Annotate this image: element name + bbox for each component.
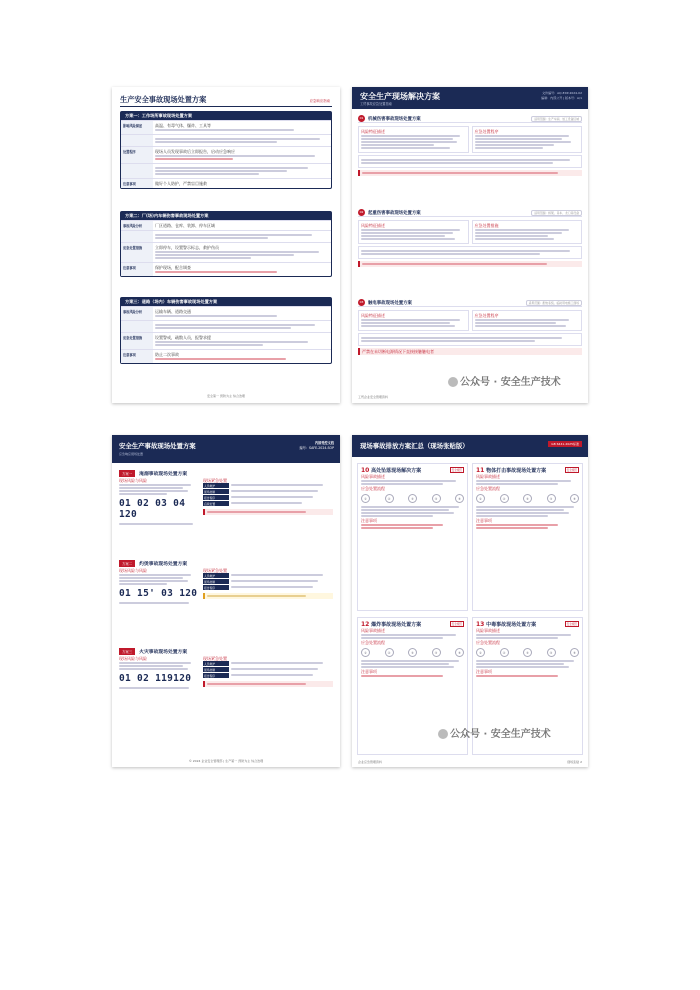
box-heading: 应急处置措施 xyxy=(474,223,499,228)
plan-card-header: 方案二：厂(场)内车辆伤害事故现场处置方案 xyxy=(121,212,331,220)
plan-fire: 方案三 火灾事故现场处置方案 现场风险与风险 01 02 119120 现场紧急处置 人员救护 现场控制 报告程序 xyxy=(119,647,333,690)
plan-number: 方案一 xyxy=(119,470,135,477)
page-2-subtitle: 工贸事故应急处置指南 xyxy=(360,102,392,106)
section-title: 起重伤害事故现场处置方案 xyxy=(368,210,421,216)
plan-card-header: 方案一：工作场所事故现场处置方案 xyxy=(121,112,331,120)
summary-card-10: 10 高处坠落现场解决方案 安全规范 风险事故描述 应急处置流程 ① ② ③ ④ ⑤ 注意事项 xyxy=(357,463,468,611)
emergency-number: 01 15' 03 120 xyxy=(119,588,198,599)
row-value: 保护现场，配合调查 xyxy=(155,265,191,270)
box-heading: 风险特征描述 xyxy=(361,313,385,318)
row-key: 应急处置措施 xyxy=(121,333,153,349)
page-1-title: 生产安全事故现场处置方案 xyxy=(120,95,207,104)
row-value: 立即停车，设置警示标志，救护伤员 xyxy=(155,245,219,250)
section-tag: 适用范围：配电系统、临时用电施工现场 xyxy=(526,300,582,306)
watermark: 公众号 · 安全生产技术 xyxy=(438,725,551,740)
section-number: 01 xyxy=(359,116,364,120)
page-4-header xyxy=(352,435,588,457)
process-flow: ① ② ③ ④ ⑤ xyxy=(361,494,464,503)
warning-text: 严禁在未切断电源情况下直接接触触电者 xyxy=(362,349,434,354)
title-underline xyxy=(120,106,332,107)
plan-card-header: 方案三：道路（场内）车辆伤害事故现场处置方案 xyxy=(121,298,331,306)
row-key: 注意事项 xyxy=(121,350,153,363)
page-3-meta: 内部受控文档 编号：SAFE-2024-SOP xyxy=(299,441,334,450)
process-flow: ① ② ③ ④ ⑤ xyxy=(476,648,579,657)
page-3-header xyxy=(112,435,340,463)
plan-drowning: 方案一 淹溺事故现场处置方案 现场风险与风险 01 02 03 04 120 现场紧急处置 人员救护 现场控制 报告程序 后续处置 xyxy=(119,469,333,526)
page-2-header xyxy=(352,87,588,109)
card-title: 中毒事故现场处置方案 xyxy=(486,622,537,628)
plan-number: 方案二 xyxy=(119,560,135,567)
plan-card-2 xyxy=(120,211,332,277)
section-number: 03 xyxy=(359,300,364,304)
section-lifting xyxy=(358,209,582,267)
page-1-footer: 安全第一 预防为主 综合治理 xyxy=(207,394,245,398)
card-title: 爆炸事故现场处置方案 xyxy=(371,622,422,628)
watermark: 公众号 · 安全生产技术 xyxy=(448,373,561,388)
page-3-footer: © 2024 企业安全管理部 | 生产第一 预防为主 综合治理 xyxy=(188,759,264,763)
page-1 xyxy=(112,87,340,403)
page-4-title: 现场事故排放方案汇总（现场张贴版） xyxy=(360,442,469,450)
plan-card-1 xyxy=(120,111,332,189)
box-heading: 风险特征描述 xyxy=(361,129,385,134)
card-tag: 安全规范 xyxy=(566,623,577,626)
standard-badge: GB 6441-2025标准 xyxy=(548,441,582,447)
page-1-tag: 应急响应指南 xyxy=(309,99,330,103)
row-value: 现场人员发现事故后立即报告，启动应急响应 xyxy=(155,149,235,154)
plan-title: 灼烫事故现场处置方案 xyxy=(139,562,188,567)
plan-title: 火灾事故现场处置方案 xyxy=(139,650,188,655)
page-3-title: 安全生产事故现场处置方案 xyxy=(119,442,196,450)
page-2-footer: 工贸企业安全管理资料 xyxy=(358,395,389,399)
plan-number: 方案三 xyxy=(119,648,135,655)
row-value: 厂区道路、仓库、装卸、停车区域 xyxy=(155,223,215,228)
col-heading: 现场风险与风险 xyxy=(119,656,147,661)
row-key: 影响风险描述 xyxy=(121,121,153,134)
card-title: 物体打击事故现场处置方案 xyxy=(486,468,547,474)
row-key: 处置程序 xyxy=(121,147,153,163)
box-heading: 应急处置程序 xyxy=(474,129,499,134)
card-tag: 安全规范 xyxy=(451,623,462,626)
section-title: 触电事故现场处置方案 xyxy=(368,300,412,306)
row-key: 注意事项 xyxy=(121,179,153,188)
col-heading: 现场紧急处置 xyxy=(203,656,227,661)
page-4-footer-right: 现场张贴 2 xyxy=(567,760,582,764)
col-heading: 现场风险与风险 xyxy=(119,568,147,573)
wechat-icon xyxy=(438,729,448,739)
col-heading: 现场紧急处置 xyxy=(203,478,227,483)
wechat-icon xyxy=(448,377,458,387)
row-value: 设置警戒，疏散人员，报警求援 xyxy=(155,335,211,340)
box-heading: 应急处置程序 xyxy=(474,313,499,318)
process-flow: ① ② ③ ④ ⑤ xyxy=(476,494,579,503)
card-tag: 安全规范 xyxy=(566,469,577,472)
page-2 xyxy=(352,87,588,403)
row-value: 防止二次事故 xyxy=(155,352,179,357)
section-tag: 适用范围：桥架、吊车、龙门吊设备 xyxy=(531,210,582,216)
section-mechanical xyxy=(358,115,582,176)
summary-card-11: 11 物体打击事故现场处置方案 安全规范 风险事故描述 应急处置流程 ① ② ③ ④ ⑤ 注意事项 xyxy=(472,463,583,611)
row-value: 运输车辆、道路交通 xyxy=(155,309,191,314)
row-value: 做好个人防护，严禁盲目施救 xyxy=(155,181,207,186)
section-electric xyxy=(358,299,582,355)
emergency-number: 01 02 119120 xyxy=(119,673,192,684)
col-heading: 现场风险与风险 xyxy=(119,478,147,483)
row-key: 事故风险分析 xyxy=(121,221,153,230)
process-flow: ① ② ③ ④ ⑤ xyxy=(361,648,464,657)
page-3-subtitle: 应急响应现场处置 xyxy=(119,452,144,456)
summary-card-12: 12 爆炸事故现场处置方案 安全规范 风险事故描述 应急处置流程 ① ② ③ ④ ⑤ 注意事项 xyxy=(357,617,468,755)
page-4-footer-left: 企业应急管理资料 xyxy=(358,760,383,764)
row-key: 事故风险分析 xyxy=(121,307,153,320)
page-2-meta: 文件编号：AQ-EXP-2024-02 编制：内部公开 | 版本号：A/1 xyxy=(541,91,582,100)
section-title: 机械伤害事故现场处置方案 xyxy=(368,116,421,122)
card-tag: 安全规范 xyxy=(451,469,462,472)
box-heading: 风险特征描述 xyxy=(361,223,385,228)
section-number: 02 xyxy=(359,210,364,214)
plan-scald: 方案二 灼烫事故现场处置方案 现场风险与风险 01 15' 03 120 现场紧急处置 人员救护 现场控制 报告程序 xyxy=(119,559,333,605)
summary-card-13: 13 中毒事故现场处置方案 安全规范 风险事故描述 应急处置流程 ① ② ③ ④ ⑤ 注意事项 xyxy=(472,617,583,755)
emergency-number: 01 02 03 04 120 xyxy=(119,498,186,520)
page-2-title: 安全生产现场解决方案 xyxy=(360,92,440,101)
page-4 xyxy=(352,435,588,767)
plan-title: 淹溺事故现场处置方案 xyxy=(139,472,188,477)
page-3 xyxy=(112,435,340,767)
plan-card-3 xyxy=(120,297,332,364)
row-key: 注意事项 xyxy=(121,263,153,276)
section-tag: 适用范围：生产车间、加工设备区域 xyxy=(531,116,582,122)
row-value: 高温、有毒气体、爆炸、工具等 xyxy=(155,123,211,128)
col-heading: 现场紧急处置 xyxy=(203,568,227,573)
row-key: 应急处置措施 xyxy=(121,243,153,262)
card-title: 高处坠落现场解决方案 xyxy=(371,468,422,474)
